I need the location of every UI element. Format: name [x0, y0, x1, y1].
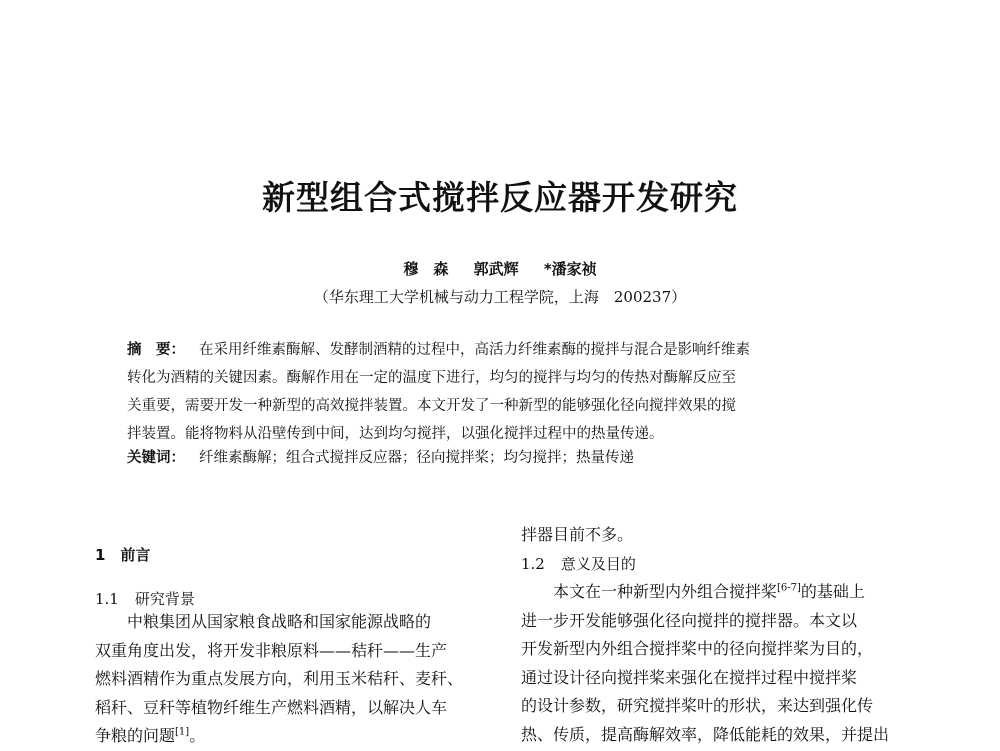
left-column-body — [95, 608, 463, 751]
body-line: 进一步开发能够强化径向搅拌的搅拌器。本文以 — [521, 610, 858, 630]
right-column-top-line: 拌器目前不多。 — [521, 525, 634, 544]
body-line: 燃料酒精作为重点发展方向，利用玉米秸秆、麦秆、 — [95, 669, 464, 688]
author-2: 郭武辉 — [473, 260, 519, 278]
abstract-line: 关重要，需要开发一种新型的高效搅拌装置。本文开发了一种新型的能够强化径向搅拌效果的搅 — [127, 398, 736, 414]
citation-ref: [6-7] — [777, 582, 801, 594]
keywords-text: 纤维素酶解；组合式搅拌反应器；径向搅拌桨；均匀搅拌；热量传递 — [199, 450, 634, 466]
body-line: 热、传质，提高酶解效率，降低能耗的效果，并提出 — [521, 724, 890, 744]
body-line: 争粮的问题[1]。 — [95, 726, 206, 745]
author-3: *潘家祯 — [543, 260, 597, 278]
author-1: 穆 森 — [403, 260, 449, 278]
body-line: 本文在一种新型内外组合搅拌桨[6-7]的基础上 — [553, 582, 865, 601]
right-column-body — [521, 578, 889, 749]
abstract-line: 转化为酒精的关键因素。酶解作用在一定的温度下进行，均匀的搅拌与均匀的传热对酶解反应至 — [127, 370, 736, 386]
body-line: 中粮集团从国家粮食战略和国家能源战略的 — [127, 612, 432, 631]
body-line: 双重角度出发，将开发非粮原料——秸秆——生产 — [95, 640, 448, 660]
body-line: 稻秆、豆秆等植物纤维生产燃料酒精，以解决人车 — [95, 697, 448, 717]
section-heading-intro: 1 前言 — [95, 546, 151, 564]
affiliation: （华东理工大学机械与动力工程学院，上海 200237） — [313, 288, 687, 306]
body-line: 开发新型内外组合搅拌桨中的径向搅拌桨为目的， — [521, 639, 874, 658]
body-line: 的设计参数，研究搅拌桨叶的形状，来达到强化传 — [521, 696, 874, 715]
keywords — [127, 444, 634, 472]
abstract — [127, 336, 872, 448]
subsection-number: 1.2 — [521, 555, 545, 573]
subsection-heading-purpose — [521, 550, 636, 579]
keywords-label: 关键词： — [127, 450, 185, 466]
subsection-title: 研究背景 — [134, 590, 195, 608]
subsection-title: 意义及目的 — [560, 555, 636, 573]
citation-ref: [1] — [175, 726, 190, 738]
body-line: 通过设计径向搅拌桨来强化在搅拌过程中搅拌桨 — [521, 667, 858, 687]
abstract-line: 摘 要： 在采用纤维素酶解、发酵制酒精的过程中，高活力纤维素酶的搅拌与混合是影响纤维素 — [127, 342, 750, 358]
subsection-number: 1.1 — [95, 590, 119, 608]
author-list — [0, 258, 1000, 279]
abstract-label: 摘 要： — [127, 342, 185, 358]
paper-title: 新型组合式搅拌反应器开发研究 — [262, 178, 738, 217]
abstract-line: 拌装置。能将物料从沿壁传到中间，达到均匀搅拌，以强化搅拌过程中的热量传递。 — [127, 426, 664, 442]
